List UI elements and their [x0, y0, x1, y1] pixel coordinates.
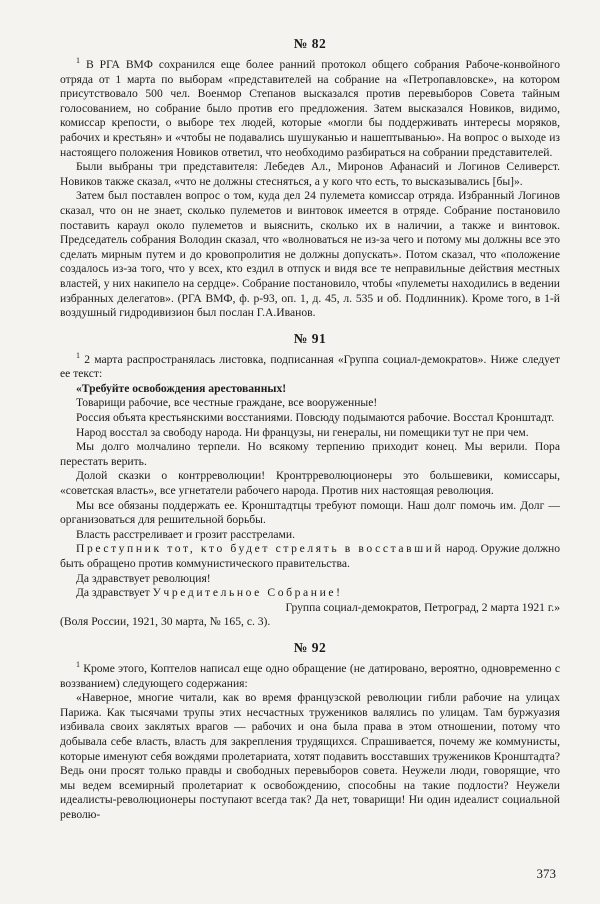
section-91 [60, 331, 560, 630]
paragraph: Власть расстреливает и грозит расстрелами. [76, 527, 295, 541]
paragraph: Товарищи рабочие, все честные граждане, все вооруженные! [76, 396, 378, 410]
paragraph [60, 542, 560, 571]
section-92 [60, 640, 560, 823]
page-number: 373 [536, 866, 556, 881]
paragraph: «Наверное, многие читали, как во время французской революции гибли рабочие на улицах Парижа. Как тысячами трупы этих несчастных тружеников валялись по улицам. Там буржуазия избивала своих заклятых врагов — рабочих и она была права в этом отношении, потому что добывала себе власть, власть для закрепления трудящихся. Спрашивается, почему же коммунисты, которые именуют себя вождями пролетариата, хотят подавить восставших тружеников Кронштадта? Ведь они просят только правды и свободных перевыборов совета. Неужели люди, говорящие, что мы ведем всемирный пролетариат к освобождению, способны на такие подлости? Неужели идеалисты-революционеры поступают всегда так? Да нет, товарищи! Ни один идеалист социальной револю- [60, 691, 560, 821]
section-heading: № 92 [293, 639, 327, 655]
paragraph: Россия объята крестьянскими восстаниями. Повсюду подымаются рабочие. Восстал Кронштадт. [76, 411, 555, 425]
paragraph: Народ восстал за свободу народа. Ни французы, ни генералы, ни помещики тут не при чем. [76, 425, 529, 439]
footnote-marker: 1 [76, 660, 80, 670]
paragraph: Долой сказки о контрреволюции! Кронтрреволюционеры это большевики, комиссары, «советская власть», все угнетатели рабочего народа. Против них настоящая революция. [60, 469, 560, 498]
paragraph [60, 586, 560, 601]
paragraph: Были выбраны три представителя: Лебедев Ал., Миронов Афанасий и Логинов Селиверст. Новиков также сказал, «что не должны стесняться, а у кого что есть, то высказывались [бы]». [60, 160, 560, 188]
paragraph-text: Да здравствует [76, 586, 153, 600]
paragraph: Затем был поставлен вопрос о том, куда дел 24 пулемета комиссар отряда. Избранный Логинов сказал, что он не знает, сколько пулеметов и винтовок имеется в отряде. Собрание постановило поставить караул около пулеметов и выяснить, сколько их в наличии, а также и винтовок. Председатель собрания Володин сказал, что «волноваться не из-за чего и потому мы должны все это сделать мирным путем и до кровопролития не должны допускать». Потом сказал, что «положение создалось из-за того, что у всех, кто ездил в отпуск и видя все те неправильные действия местных властей, у них накипело на сердце». Собрание постановило, чтобы «пулеметы находились в ведении избранных делегатов». (РГА ВМФ, ф. р-93, оп. 1, д. 45, л. 535 и об. Подлинник). Кроме того, в 1-й воздушный гидродивизион был послан Г.А.Иванов. [60, 189, 560, 320]
footnote-paragraph [60, 350, 561, 382]
spaced-emphasis: Учредительное Собрание [152, 586, 337, 600]
section-heading: № 82 [293, 36, 327, 51]
paragraph: Да здравствует революция! [76, 571, 211, 585]
source-citation: (Воля России, 1921, 30 марта, № 165, с. 3). [60, 615, 271, 629]
paragraph-text: народ. Оружие должно быть обращено против коммунистического правительства. [60, 542, 561, 570]
paragraph-text: Кроме этого, Коптелов написал еще одно обращение (не датировано, вероятно, одновременно с воззванием) следующего содержания: [60, 661, 560, 690]
footnote-marker: 1 [76, 350, 80, 360]
footnote-marker: 1 [76, 56, 80, 66]
footnote-paragraph [60, 58, 560, 160]
spaced-emphasis: Преступник тот, кто будет стрелять в восставший [76, 542, 444, 556]
leaflet-title: «Требуйте освобождения арестованных! [76, 381, 287, 395]
footnote-paragraph [60, 662, 560, 691]
section-82 [60, 36, 560, 321]
signature-line: Группа социал-демократов, Петроград, 2 марта 1921 г.» [285, 600, 560, 614]
paragraph-tail: ! [336, 586, 341, 600]
section-heading: № 91 [293, 330, 327, 346]
paragraph: Мы долго молчалино терпели. Но всякому терпению приходит конец. Мы верили. Пора перестать верить. [60, 440, 560, 468]
paragraph-text: В РГА ВМФ сохранился еще более ранний протокол общего собрания Рабоче-конвойного отряда от 1 марта по выборам «представителей на собрание на «Петропавловске», на котором присутствовало 500 чел. Военмор Степанов высказался против перевыборов Совета тайным голосованием, но собрание было против его предложения. Затем высказался Новиков, видимо, комиссар крепости, о выборе тех людей, которые «могли бы поддерживать интересы моряков, рабочих и крестьян» и «чтобы не подавались шушуканью и нашептыванью». На вопрос о выходе из настоящего положения Новиков ответил, что необходимо разбираться на собрании представителей. [60, 58, 560, 159]
paragraph: Мы все обязаны поддержать ее. Кронштадтцы требуют помощи. Наш долг помочь им. Долг — организоваться для решительной борьбы. [60, 498, 560, 527]
paragraph-text: 2 марта распространялась листовка, подписанная «Группа социал-демократов». Ниже следует ее текст: [60, 352, 561, 381]
